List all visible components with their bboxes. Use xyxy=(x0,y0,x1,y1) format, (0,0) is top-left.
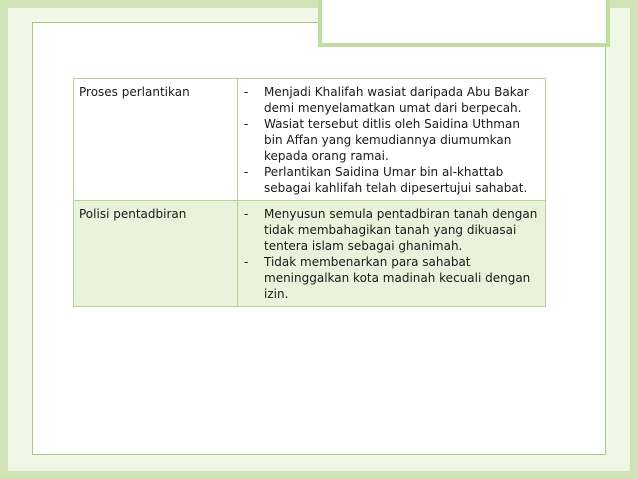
point-text: Wasiat tersebut ditlis oleh Saidina Uthman bin Affan yang kemudiannya diumumkan kepada orang ramai. xyxy=(264,117,520,163)
point-text: Menyusun semula pentadbiran tanah dengan tidak membahagikan tanah yang dikuasai tentera islam sebagai ghanimah. xyxy=(264,207,538,253)
list-item xyxy=(243,116,539,164)
dash-bullet: - xyxy=(244,117,249,131)
list-item xyxy=(243,254,539,302)
row-label: Polisi pentadbiran xyxy=(79,207,187,221)
row-label: Proses perlantikan xyxy=(79,85,190,99)
row-label-cell xyxy=(74,201,238,307)
dash-bullet: - xyxy=(244,207,249,221)
dash-bullet: - xyxy=(244,165,249,179)
point-text: Menjadi Khalifah wasiat daripada Abu Bakar demi menyelamatkan umat dari berpecah. xyxy=(264,85,529,115)
bullet-list xyxy=(243,206,539,302)
dash-bullet: - xyxy=(244,85,249,99)
dash-bullet: - xyxy=(244,255,249,269)
point-text: Tidak membenarkan para sahabat meninggalkan kota madinah kecuali dengan izin. xyxy=(264,255,531,301)
title-accent-box xyxy=(318,0,610,47)
table-row xyxy=(74,79,546,201)
row-label-cell xyxy=(74,79,238,201)
row-content-cell xyxy=(238,201,546,307)
list-item xyxy=(243,206,539,254)
table-row xyxy=(74,201,546,307)
list-item xyxy=(243,84,539,116)
table-container xyxy=(73,78,545,307)
point-text: Perlantikan Saidina Umar bin al-khattab sebagai kahlifah telah dipesertujui sahabat. xyxy=(264,165,528,195)
list-item xyxy=(243,164,539,196)
bullet-list xyxy=(243,84,539,196)
info-table xyxy=(73,78,546,307)
row-content-cell xyxy=(238,79,546,201)
